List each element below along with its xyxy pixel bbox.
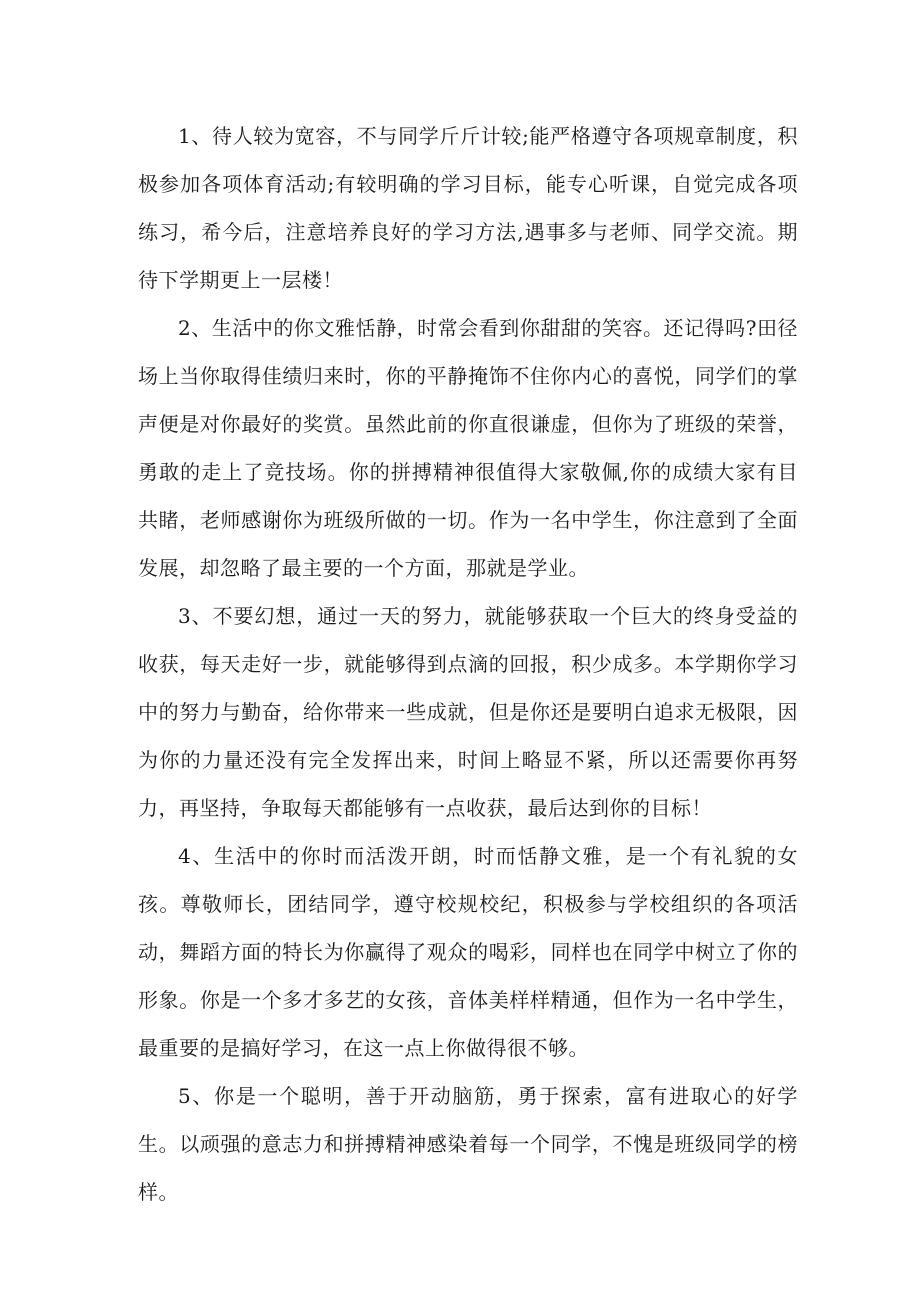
comment-paragraph-1: 1、待人较为宽容，不与同学斤斤计较;能严格遵守各项规章制度，积极参加各项体育活动;有较明确的学习目标，能专心听课，自觉完成各项练习，希今后，注意培养良好的学习方法,遇事多与老师、同学交流。期待下学期更上一层楼！ xyxy=(138,124,798,292)
comment-paragraph-3: 3、不要幻想，通过一天的努力，就能够获取一个巨大的终身受益的收获，每天走好一步，就能够得到点滴的回报，积少成多。本学期你学习中的努力与勤奋，给你带来一些成就，但是你还是要明白追求无极限，因为你的力量还没有完全发挥出来，时间上略显不紧，所以还需要你再努力，再坚持，争取每天都能够有一点收获，最后达到你的目标！ xyxy=(138,604,798,820)
comment-paragraph-2: 2、生活中的你文雅恬静，时常会看到你甜甜的笑容。还记得吗?田径场上当你取得佳绩归来时，你的平静掩饰不住你内心的喜悦，同学们的掌声便是对你最好的奖赏。虽然此前的你直很谦虚，但你为了班级的荣誉，勇敢的走上了竞技场。你的拼搏精神很值得大家敬佩,你的成绩大家有目共睹，老师感谢你为班级所做的一切。作为一名中学生，你注意到了全面发展，却忽略了最主要的一个方面，那就是学业。 xyxy=(138,316,798,580)
document-body xyxy=(138,112,798,1216)
comment-paragraph-4: 4、生活中的你时而活泼开朗，时而恬静文雅，是一个有礼貌的女孩。尊敬师长，团结同学，遵守校规校纪，积极参与学校组织的各项活动，舞蹈方面的特长为你赢得了观众的喝彩，同样也在同学中树立了你的形象。你是一个多才多艺的女孩，音体美样样精通，但作为一名中学生，最重要的是搞好学习，在这一点上你做得很不够。 xyxy=(138,844,798,1060)
comment-paragraph-5: 5、你是一个聪明，善于开动脑筋，勇于探索，富有进取心的好学生。以顽强的意志力和拼搏精神感染着每一个同学，不愧是班级同学的榜样。 xyxy=(138,1084,798,1204)
